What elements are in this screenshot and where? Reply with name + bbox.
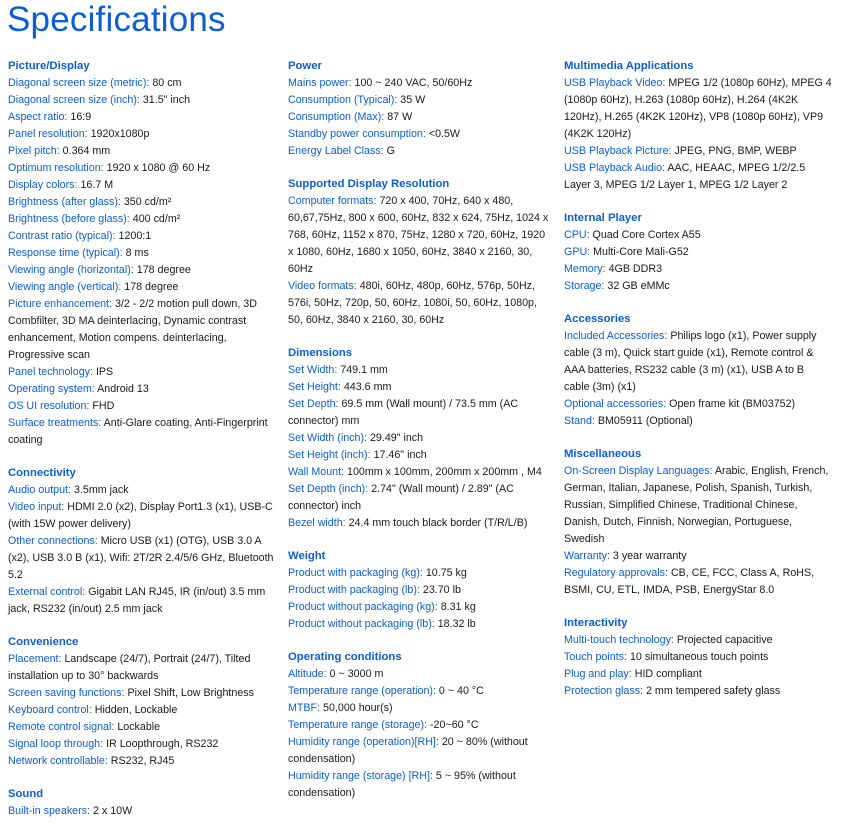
spec-row — [8, 109, 276, 126]
spec-label: Memory: — [564, 263, 606, 275]
spec-label: Computer formats: — [288, 195, 377, 207]
spec-label: External control: — [8, 586, 86, 598]
spec-value: 3.5mm jack — [73, 484, 129, 496]
section-heading: Dimensions — [288, 347, 353, 359]
spec-row — [288, 616, 550, 633]
spec-row — [564, 328, 832, 396]
spec-value: 0.364 mm — [62, 145, 111, 157]
spec-value: 32 GB eMMc — [607, 280, 670, 292]
spec-label: Humidity range (storage) [RH]: — [288, 770, 433, 782]
spec-row — [564, 463, 832, 548]
spec-row — [288, 515, 550, 532]
spec-row — [564, 565, 832, 599]
spec-label: Product with packaging (lb): — [288, 584, 420, 596]
spec-label: Included Accessories: — [564, 330, 668, 342]
spec-value: 178 degree — [124, 281, 179, 293]
spec-row — [288, 75, 550, 92]
section-heading: Weight — [288, 550, 326, 562]
spec-value: 8.31 kg — [440, 601, 476, 613]
spec-value: G — [386, 145, 395, 157]
spec-label: GPU: — [564, 246, 591, 258]
spec-value: BM05911 (Optional) — [597, 415, 693, 427]
spec-row — [8, 92, 276, 109]
spec-section — [288, 58, 550, 160]
spec-section — [564, 311, 832, 430]
spec-label: Optimum resolution: — [8, 162, 104, 174]
spec-value: 8 ms — [125, 247, 149, 259]
spec-row — [564, 413, 832, 430]
spec-value: 35 W — [400, 94, 426, 106]
section-heading: Power — [288, 60, 322, 72]
spec-row — [564, 666, 832, 683]
spec-row — [564, 396, 832, 413]
spec-label: Diagonal screen size (inch): — [8, 94, 140, 106]
spec-value: 69.5 mm (Wall mount) / 73.5 mm (AC connector) mm — [288, 398, 519, 427]
spec-value: Arabic, English, French, German, Italian, Japanese, Polish, Spanish, Turkish, Russian, Simplified Chinese, Traditional Chinese, Danish, Dutch, Finnish, Norwegian, Portuguese, Swedish — [564, 465, 829, 545]
spec-value: Philips logo (x1), Power supply cable (3 m), Quick start guide (x1), Remote control & AAA batteries, RS232 cable (3 m) (x1), USB A to B cable (3m) (x1) — [564, 330, 817, 393]
spec-label: Altitude: — [288, 668, 327, 680]
spec-section — [564, 58, 832, 194]
spec-value: 5 ~ 95% (without condensation) — [288, 770, 516, 799]
spec-label: Aspect ratio: — [8, 111, 68, 123]
spec-label: Product without packaging (lb): — [288, 618, 435, 630]
spec-label: Response time (typical): — [8, 247, 123, 259]
spec-row — [8, 177, 276, 194]
spec-value: 0 ~ 40 °C — [438, 685, 484, 697]
spec-label: Video formats: — [288, 280, 357, 292]
spec-value: 1920x1080p — [90, 128, 150, 140]
spec-value: 4GB DDR3 — [608, 263, 663, 275]
spec-value: 100mm x 100mm, 200mm x 200mm , M4 — [347, 466, 542, 478]
spec-section — [8, 465, 276, 618]
spec-row — [8, 381, 276, 398]
spec-value: 24.4 mm touch black border (T/R/L/B) — [348, 517, 528, 529]
spec-row — [288, 734, 550, 768]
spec-row — [8, 75, 276, 92]
section-heading: Multimedia Applications — [564, 60, 694, 72]
spec-row — [8, 296, 276, 364]
spec-value: 1920 x 1080 @ 60 Hz — [106, 162, 211, 174]
spec-section — [8, 634, 276, 770]
spec-label: Standby power consumption: — [288, 128, 426, 140]
spec-value: RS232, RJ45 — [110, 755, 175, 767]
spec-row — [288, 666, 550, 683]
spec-value: MPEG 1/2 (1080p 60Hz), MPEG 4 (1080p 60Hz), H.263 (1080p 60Hz), H.264 (4K2K 120Hz), H.265 (4K2K 120Hz), VP8 (1080p 60Hz), VP9 (4K2K 120Hz) — [564, 77, 832, 140]
spec-row — [288, 379, 550, 396]
spec-row — [8, 482, 276, 499]
spec-label: Picture enhancement: — [8, 298, 112, 310]
spec-label: Surface treatments: — [8, 417, 102, 429]
spec-label: USB Playback Audio: — [564, 162, 665, 174]
section-heading: Operating conditions — [288, 651, 402, 663]
spec-row — [288, 481, 550, 515]
spec-label: Consumption (Typical): — [288, 94, 398, 106]
spec-label: Consumption (Max): — [288, 111, 385, 123]
spec-label: Energy Label Class: — [288, 145, 384, 157]
spec-section — [564, 446, 832, 599]
spec-row — [564, 160, 832, 194]
spec-row — [8, 279, 276, 296]
spec-row — [288, 396, 550, 430]
spec-value: AAC, HEAAC, MPEG 1/2/2.5 Layer 3, MPEG 1/2 Layer 1, MPEG 1/2 Layer 2 — [564, 162, 806, 191]
spec-row — [288, 582, 550, 599]
spec-value: Multi-Core Mali-G52 — [593, 246, 689, 258]
spec-label: On-Screen Display Languages: — [564, 465, 713, 477]
spec-row — [8, 685, 276, 702]
section-heading: Picture/Display — [8, 60, 90, 72]
spec-row — [288, 464, 550, 481]
spec-label: Viewing angle (vertical): — [8, 281, 122, 293]
spec-section — [8, 58, 276, 449]
section-heading: Accessories — [564, 313, 631, 325]
spec-value: 10.75 kg — [425, 567, 467, 579]
spec-label: Video input: — [8, 501, 65, 513]
spec-label: USB Playback Picture: — [564, 145, 672, 157]
spec-label: Temperature range (operation): — [288, 685, 436, 697]
spec-label: Brightness (after glass): — [8, 196, 121, 208]
spec-value: JPEG, PNG, BMP, WEBP — [674, 145, 797, 157]
spec-value: 18.32 lb — [437, 618, 476, 630]
spec-value: Hidden, Lockable — [94, 704, 178, 716]
spec-value: Pixel Shift, Low Brightness — [127, 687, 254, 699]
spec-label: Mains power: — [288, 77, 352, 89]
spec-row — [564, 227, 832, 244]
spec-value: CB, CE, FCC, Class A, RoHS, BSMI, CU, ETL, IMDA, PSB, EnergyStar 8.0 — [564, 567, 815, 596]
spec-column-3 — [564, 58, 832, 716]
spec-row — [564, 649, 832, 666]
spec-label: Panel technology: — [8, 366, 93, 378]
section-heading: Internal Player — [564, 212, 642, 224]
spec-row — [8, 803, 276, 820]
spec-label: Touch points: — [564, 651, 627, 663]
spec-label: Regulatory approvals: — [564, 567, 668, 579]
spec-row — [8, 228, 276, 245]
spec-label: Diagonal screen size (metric): — [8, 77, 150, 89]
spec-value: 10 simultaneous touch points — [629, 651, 769, 663]
spec-value: HDMI 2.0 (x2), Display Port1.3 (x1), USB-C (with 15W power delivery) — [8, 501, 273, 530]
spec-value: Micro USB (x1) (OTG), USB 3.0 A (x2), USB 3.0 B (x1), Wifi: 2T/2R 2.4/5/6 GHz, Bluetooth 5.2 — [8, 535, 274, 581]
spec-value: 31.5" inch — [142, 94, 191, 106]
spec-value: 20 ~ 80% (without condensation) — [288, 736, 528, 765]
spec-row — [288, 126, 550, 143]
section-heading: Interactivity — [564, 617, 628, 629]
page-title: Specifications — [7, 0, 226, 39]
spec-row — [8, 194, 276, 211]
spec-row — [8, 211, 276, 228]
spec-label: Set Depth: — [288, 398, 339, 410]
spec-row — [288, 700, 550, 717]
spec-section — [288, 176, 550, 329]
spec-row — [8, 719, 276, 736]
spec-section — [564, 210, 832, 295]
spec-label: Pixel pitch: — [8, 145, 60, 157]
spec-value: 2 mm tempered safety glass — [646, 685, 781, 697]
spec-label: Network controllable: — [8, 755, 108, 767]
spec-label: Protection glass: — [564, 685, 644, 697]
spec-label: Storage: — [564, 280, 605, 292]
spec-value: 50,000 hour(s) — [323, 702, 393, 714]
spec-row — [8, 415, 276, 449]
spec-label: Operating system: — [8, 383, 95, 395]
spec-value: IPS — [95, 366, 114, 378]
spec-row — [288, 193, 550, 278]
section-heading: Convenience — [8, 636, 79, 648]
spec-value: 350 cd/m² — [123, 196, 172, 208]
spec-row — [564, 632, 832, 649]
spec-label: Humidity range (operation)[RH]: — [288, 736, 439, 748]
spec-label: Keyboard control: — [8, 704, 92, 716]
spec-row — [288, 362, 550, 379]
spec-row — [564, 75, 832, 143]
spec-label: Set Depth (inch): — [288, 483, 369, 495]
spec-row — [288, 683, 550, 700]
spec-label: Signal loop through: — [8, 738, 104, 750]
spec-value: 100 ~ 240 VAC, 50/60Hz — [354, 77, 473, 89]
spec-value: <0.5W — [428, 128, 461, 140]
spec-label: Set Width (inch): — [288, 432, 367, 444]
section-heading: Supported Display Resolution — [288, 178, 450, 190]
spec-value: 0 ~ 3000 m — [329, 668, 384, 680]
spec-value: HID compliant — [634, 668, 702, 680]
spec-label: Multi-touch technology: — [564, 634, 674, 646]
spec-label: Set Height: — [288, 381, 341, 393]
spec-column-2 — [288, 58, 550, 818]
spec-row — [564, 261, 832, 278]
spec-value: 2.74" (Wall mount) / 2.89" (AC connector) inch — [288, 483, 514, 512]
section-heading: Miscellaneous — [564, 448, 642, 460]
spec-row — [8, 143, 276, 160]
spec-row — [288, 430, 550, 447]
spec-value: 400 cd/m² — [132, 213, 181, 225]
spec-value: 16.7 M — [80, 179, 114, 191]
spec-row — [288, 768, 550, 802]
spec-row — [564, 683, 832, 700]
spec-row — [288, 278, 550, 329]
spec-row — [8, 398, 276, 415]
spec-value: Lockable — [117, 721, 161, 733]
spec-label: Plug and play: — [564, 668, 632, 680]
spec-value: 29.49" inch — [369, 432, 424, 444]
spec-row — [8, 651, 276, 685]
spec-label: Warranty: — [564, 550, 610, 562]
spec-value: Anti-Glare coating, Anti-Fingerprint coating — [8, 417, 268, 446]
spec-label: Wall Mount: — [288, 466, 345, 478]
section-heading: Sound — [8, 788, 44, 800]
spec-label: Panel resolution: — [8, 128, 88, 140]
spec-row — [564, 244, 832, 261]
spec-value: 3 year warranty — [612, 550, 687, 562]
spec-row — [8, 364, 276, 381]
spec-value: 178 degree — [136, 264, 191, 276]
spec-value: Open frame kit (BM03752) — [669, 398, 796, 410]
spec-label: Bezel width: — [288, 517, 346, 529]
spec-value: 3/2 - 2/2 motion pull down, 3D Combfilter, 3D MA deinterlacing, Dynamic contrast enhancement, Motion compens. deinterlacing, Progressive scan — [8, 298, 257, 361]
spec-label: OS UI resolution: — [8, 400, 90, 412]
spec-column-1 — [8, 58, 276, 836]
spec-label: CPU: — [564, 229, 590, 241]
spec-label: Screen saving functions: — [8, 687, 125, 699]
spec-row — [288, 92, 550, 109]
spec-value: FHD — [92, 400, 115, 412]
spec-value: 17.46" inch — [373, 449, 427, 461]
spec-label: Audio output: — [8, 484, 71, 496]
spec-section — [288, 345, 550, 532]
spec-label: Product with packaging (kg): — [288, 567, 423, 579]
spec-label: Remote control signal: — [8, 721, 115, 733]
spec-label: Contrast ratio (typical): — [8, 230, 116, 242]
spec-row — [564, 548, 832, 565]
spec-label: Built-in speakers: — [8, 805, 90, 817]
spec-row — [8, 702, 276, 719]
spec-row — [288, 565, 550, 582]
spec-value: 16:9 — [70, 111, 92, 123]
spec-label: USB Playback Video: — [564, 77, 666, 89]
spec-value: 720 x 400, 70Hz, 640 x 480, 60,67,75Hz, 800 x 600, 60Hz, 832 x 624, 75Hz, 1024 x 768, 60Hz, 1152 x 870, 75Hz, 1280 x 720, 60Hz, 1920 x 1080, 60Hz, 1680 x 1050, 60Hz, 3840 x 2160, 30, 60Hz — [288, 195, 549, 275]
spec-value: 2 x 10W — [92, 805, 133, 817]
spec-row — [8, 160, 276, 177]
spec-value: -20~60 °C — [430, 719, 479, 731]
spec-label: Brightness (before glass): — [8, 213, 130, 225]
spec-value: Android 13 — [97, 383, 149, 395]
spec-value: 443.6 mm — [343, 381, 392, 393]
spec-row — [288, 717, 550, 734]
spec-row — [288, 447, 550, 464]
spec-label: Temperature range (storage): — [288, 719, 428, 731]
spec-row — [564, 278, 832, 295]
spec-value: 480i, 60Hz, 480p, 60Hz, 576p, 50Hz, 576i, 50Hz, 720p, 50, 60Hz, 1080i, 50, 60Hz, 1080p, 50, 60Hz, 3840 x 2160, 30, 60Hz — [288, 280, 537, 326]
spec-value: Landscape (24/7), Portrait (24/7), Tilted installation up to 30° backwards — [8, 653, 251, 682]
spec-label: Set Width: — [288, 364, 338, 376]
spec-row — [8, 126, 276, 143]
spec-row — [8, 245, 276, 262]
spec-row — [8, 736, 276, 753]
spec-label: Other connections: — [8, 535, 98, 547]
spec-section — [564, 615, 832, 700]
spec-value: Gigabit LAN RJ45, IR (in/out) 3.5 mm jack, RS232 (in/out) 2.5 mm jack — [8, 586, 266, 615]
spec-row — [8, 584, 276, 618]
spec-label: Optional accessories: — [564, 398, 667, 410]
spec-row — [8, 499, 276, 533]
spec-label: Display colors: — [8, 179, 78, 191]
spec-label: Viewing angle (horizontal): — [8, 264, 134, 276]
spec-row — [8, 753, 276, 770]
spec-value: 23.70 lb — [422, 584, 461, 596]
spec-section — [8, 786, 276, 820]
spec-value: 87 W — [387, 111, 413, 123]
spec-value: Quad Core Cortex A55 — [592, 229, 701, 241]
spec-label: MTBF: — [288, 702, 321, 714]
spec-section — [288, 649, 550, 802]
spec-value: Projected capacitive — [676, 634, 773, 646]
spec-label: Set Height (inch): — [288, 449, 371, 461]
spec-row — [288, 143, 550, 160]
spec-row — [8, 533, 276, 584]
spec-row — [288, 109, 550, 126]
spec-section — [288, 548, 550, 633]
spec-value: 749.1 mm — [340, 364, 388, 376]
spec-row — [8, 262, 276, 279]
spec-label: Stand: — [564, 415, 595, 427]
spec-value: 1200:1 — [118, 230, 152, 242]
spec-row — [288, 599, 550, 616]
spec-value: 80 cm — [152, 77, 182, 89]
spec-label: Product without packaging (kg): — [288, 601, 438, 613]
spec-value: IR Loopthrough, RS232 — [106, 738, 219, 750]
section-heading: Connectivity — [8, 467, 76, 479]
spec-label: Placement: — [8, 653, 62, 665]
spec-row — [564, 143, 832, 160]
